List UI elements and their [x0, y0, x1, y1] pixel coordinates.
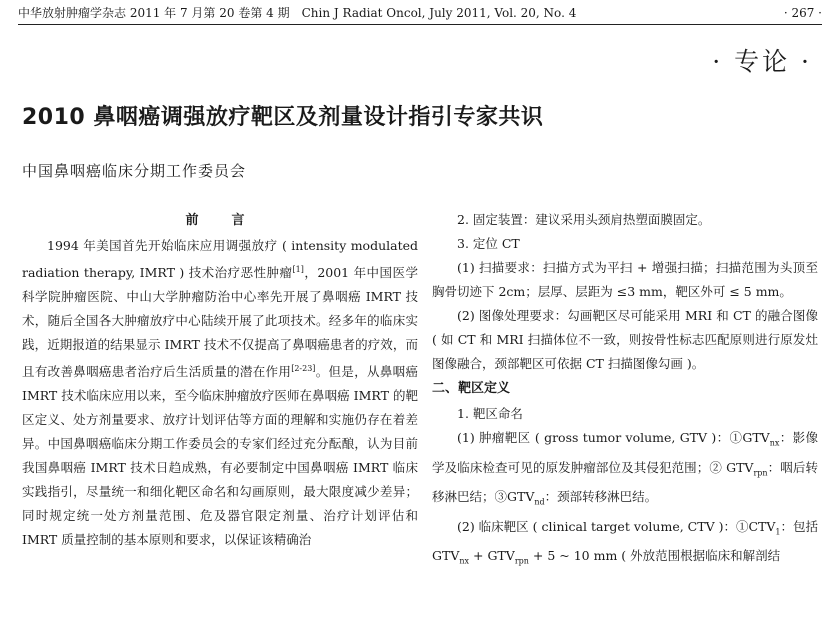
page-number: · 267 · [783, 6, 822, 20]
ctv-text-b: ：包括GTV [432, 518, 818, 563]
gtv-text-c: ：咽后转移淋巴结；③GTV [432, 459, 818, 504]
ctv-subscript: 1 [775, 527, 781, 536]
target-naming-subheading: 1. 靶区命名 [457, 406, 523, 421]
preface-paragraph [22, 234, 418, 552]
left-column [22, 208, 418, 552]
author-line: 中国鼻咽癌临床分期工作委员会 [22, 162, 247, 180]
ctv-subscript: rpn [514, 556, 529, 566]
preface-text-a: 1994 年美国首先开始临床应用调强放疗 ( intensity modulated radiation therapy, IMRT ) 技术治疗恶性肿瘤 [22, 238, 418, 281]
gtv-text-b: ：影像学及临床检查可见的原发肿瘤部位及其侵犯范围；② GTV [432, 430, 818, 475]
ctv-text-c: + GTV [469, 548, 515, 563]
ctv-text-a: (2) 临床靶区 ( clinical target volume, CTV )：①CTV [457, 518, 776, 534]
fixation-paragraph: 2. 固定装置：建议采用头颈肩热塑面膜固定。 [457, 212, 711, 227]
gtv-text-a: (1) 肿瘤靶区 ( gross tumor volume, GTV )：①GTV [457, 430, 770, 445]
preface-heading: 前 言 [185, 213, 255, 228]
gtv-subscript: nd [534, 497, 545, 507]
image-processing-paragraph: (2) 图像处理要求：勾画靶区尽可能采用 MRI 和 CT 的融合图像 ( 如 CT 和 MRI 扫描体位不一致，则按骨性标志匹配原则进行原发灶图像融合，颈部靶区可依据 CT 扫描图像勾画 )。 [432, 308, 818, 371]
gtv-subscript: nx [769, 438, 780, 448]
gtv-text-d: ：颈部转移淋巴结。 [544, 489, 658, 504]
preface-text-c: 。但是，从鼻咽癌 IMRT 技术临床应用以来，至今临床肿瘤放疗医师在鼻咽癌 IMRT 的靶区定义、处方剂量要求、放疗计划评估等方面的理解和实施仍存在着差异。中国鼻咽癌临床分期工作委员会的专家们经过充分酝酿，认为目前我国鼻咽癌 IMRT 技术日趋成熟，有必要制定中国鼻咽癌 IMRT 临床实践指引，尽量统一和细化靶区命名和勾画原则，最大限度减少差异；同时规定统一处方剂量范围、危及器官限定剂量、治疗计划评估和 IMRT 质量控制的基本原则和要求，以保证该精确治 [22, 364, 418, 548]
running-header [18, 4, 822, 25]
ctv-subscript: nx [459, 556, 470, 566]
right-column [432, 208, 818, 574]
article-title: 2010 鼻咽癌调强放疗靶区及剂量设计指引专家共识 [22, 105, 544, 130]
preface-text-b: ，2001 年中国医学科学院肿瘤医院、中山大学肿瘤防治中心率先开展了鼻咽癌 IMRT 技术，随后全国各大肿瘤放疗中心陆续开展了此项技术。经多年的临床实践，近期报道的结果显示 IMRT 技术不仅提高了鼻咽癌患者的疗效，而且有改善鼻咽癌患者治疗后生活质量的潜在作用 [22, 265, 418, 380]
section-label: · 专论 · [712, 47, 812, 76]
ctv-paragraph [432, 515, 818, 574]
ct-subheading: 3. 定位 CT [457, 236, 520, 251]
scan-requirements-paragraph: (1) 扫描要求：扫描方式为平扫 + 增强扫描；扫描范围为头顶至胸骨切迹下 2cm；层厚、层距为 ≤3 mm，靶区外可 ≤ 5 mm。 [432, 260, 818, 299]
ctv-text-d: + 5 ~ 10 mm ( 外放范围根据临床和解剖结 [528, 548, 781, 563]
gtv-paragraph [432, 426, 818, 515]
gtv-subscript: rpn [753, 468, 768, 477]
reference-marker: [1] [292, 265, 304, 274]
section-heading-target-definition: 二、靶区定义 [432, 381, 511, 396]
reference-marker: [2-23] [291, 364, 316, 374]
journal-citation: 中华放射肿瘤学杂志 2011 年 7 月第 20 卷第 4 期 Chin J Radiat Oncol, July 2011, Vol. 20, No. 4 [18, 6, 577, 20]
